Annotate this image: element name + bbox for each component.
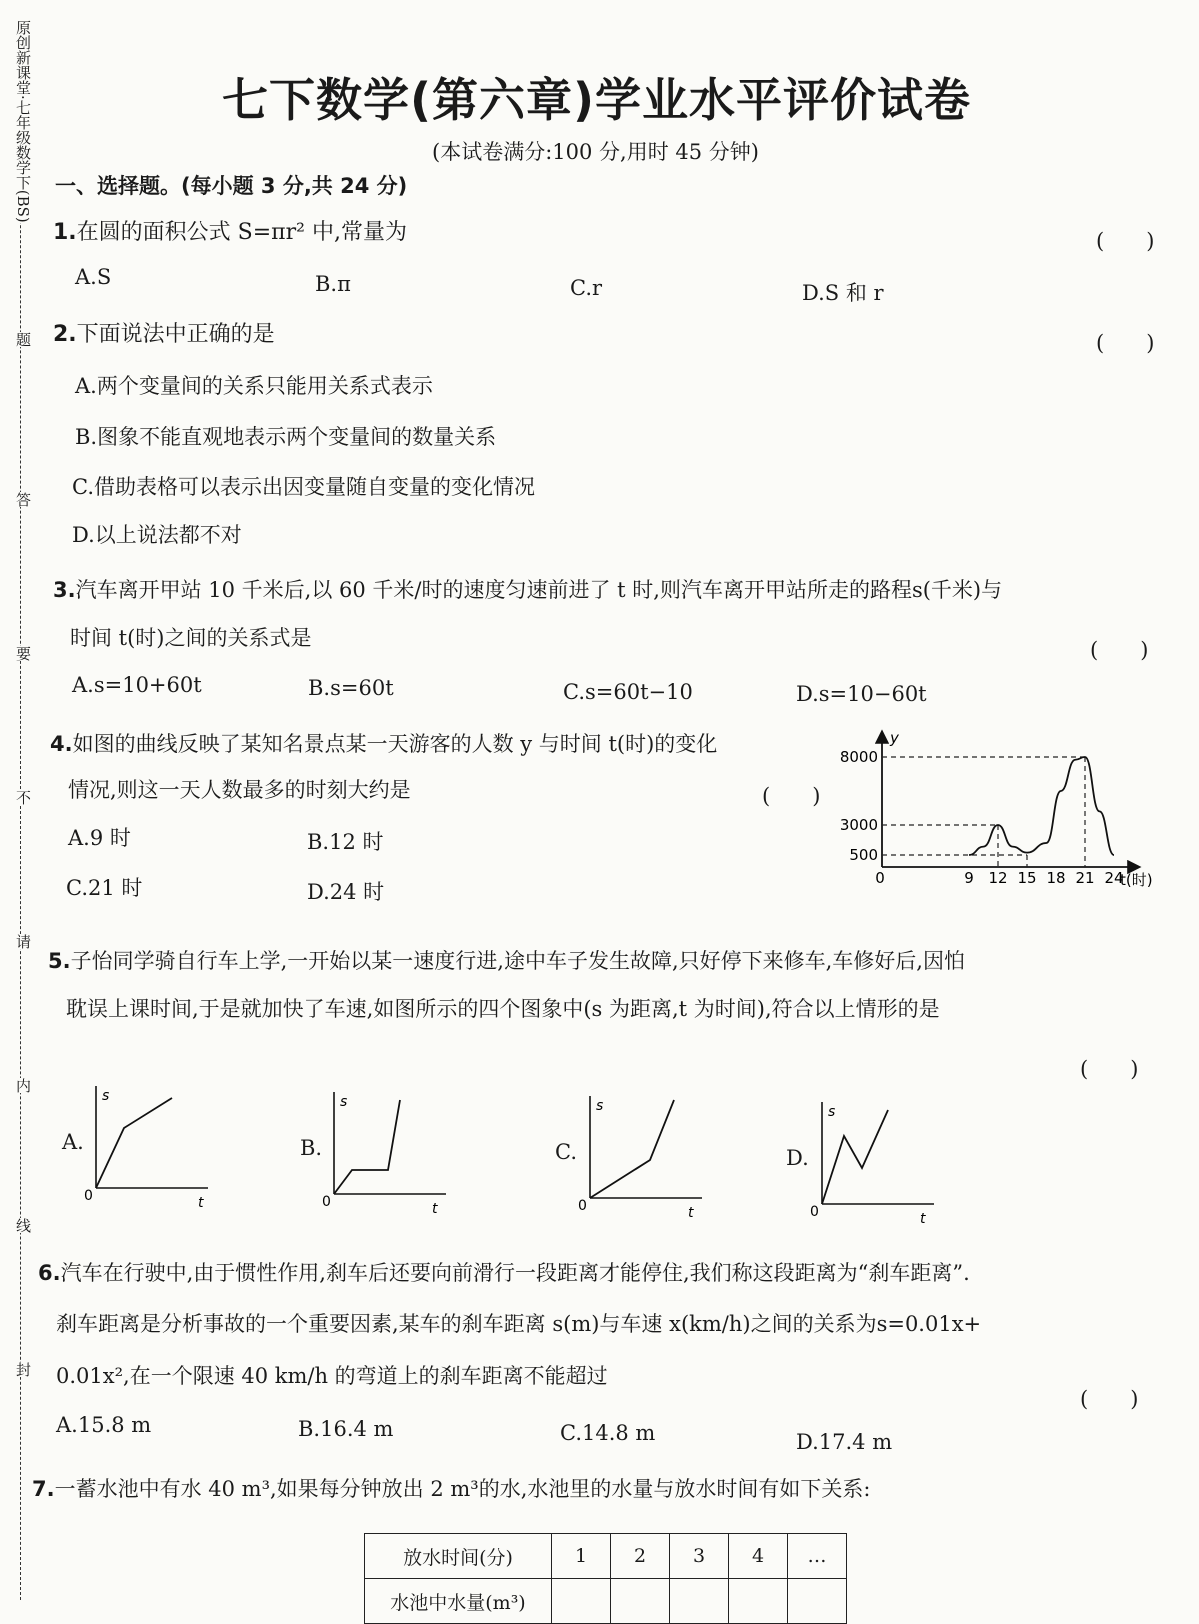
question-number: 2.	[53, 322, 77, 347]
option-c[interactable]: C.14.8 m	[560, 1421, 656, 1445]
t-axis-label: t	[432, 1201, 438, 1217]
graph-line	[96, 1098, 172, 1188]
table-row-label: 水池中水量(m³)	[365, 1579, 552, 1624]
answer-blank[interactable]: ( )	[1080, 1057, 1139, 1081]
graph-label-c[interactable]: C.	[555, 1140, 577, 1164]
table-row	[365, 1579, 847, 1624]
table-row	[365, 1534, 847, 1579]
option-b[interactable]: B.π	[315, 272, 351, 296]
cut-marker: 内	[11, 1078, 31, 1093]
question-5-line2: 耽误上课时间,于是就加快了车速,如图所示的四个图象中(s 为距离,t 为时间),符合以上情形的是	[66, 997, 940, 1021]
graph-label-b[interactable]: B.	[300, 1136, 323, 1160]
x-tick-label: 21	[1075, 869, 1095, 887]
s-axis-label: s	[340, 1094, 348, 1110]
origin-label: 0	[578, 1198, 587, 1214]
x-tick-label: 18	[1046, 869, 1066, 887]
question-number: 4.	[50, 732, 73, 756]
visitor-chart	[838, 725, 1183, 915]
answer-blank[interactable]: ( )	[1080, 1387, 1139, 1411]
origin-label: 0	[84, 1188, 93, 1204]
answer-blank[interactable]: ( )	[1090, 638, 1149, 662]
x-tick-label: 9	[964, 869, 974, 887]
table-header-cell: 1	[552, 1534, 611, 1579]
x-tick-label: 0	[875, 869, 885, 887]
table-cell	[788, 1579, 847, 1624]
origin-label: 0	[810, 1204, 819, 1220]
option-a[interactable]: A.s=10+60t	[72, 673, 202, 697]
answer-blank[interactable]: ( )	[762, 784, 821, 808]
x-tick-label: 15	[1017, 869, 1037, 887]
question-number: 3.	[53, 578, 76, 602]
s-axis-label: s	[828, 1104, 836, 1120]
table-header-cell: 2	[611, 1534, 670, 1579]
binding-strip	[8, 20, 34, 1600]
option-b[interactable]: B.s=60t	[308, 676, 394, 700]
cut-marker: 题	[11, 332, 31, 347]
option-d[interactable]: D.s=10−60t	[796, 682, 927, 706]
question-number: 7.	[32, 1477, 55, 1501]
option-d[interactable]: D.24 时	[307, 880, 385, 904]
series-label: 原创新课堂·七年级数学下(BS)	[11, 20, 31, 223]
question-6	[38, 1257, 970, 1287]
x-tick-label: 24	[1104, 869, 1124, 887]
graph-line	[822, 1110, 888, 1204]
option-a[interactable]: A.15.8 m	[56, 1413, 152, 1437]
question-number: 5.	[48, 949, 71, 973]
answer-blank[interactable]: ( )	[1096, 229, 1155, 253]
s-axis-label: s	[596, 1098, 604, 1114]
question-5	[48, 945, 965, 975]
graph-a[interactable]	[80, 1080, 220, 1220]
graph-label-a[interactable]: A.	[62, 1130, 84, 1154]
graph-b[interactable]	[318, 1086, 458, 1226]
x-tick-label: 12	[988, 869, 1008, 887]
table-cell	[552, 1579, 611, 1624]
graph-label-d[interactable]: D.	[786, 1146, 809, 1170]
water-table	[364, 1533, 847, 1624]
question-text: 如图的曲线反映了某知名景点某一天游客的人数 y 与时间 t(时)的变化	[72, 732, 718, 756]
question-2	[53, 317, 275, 348]
option-a[interactable]: A.两个变量间的关系只能用关系式表示	[75, 374, 433, 398]
x-axis-label: t(时)	[1120, 871, 1153, 889]
cut-marker: 线	[11, 1218, 31, 1233]
table-header-cell: 4	[729, 1534, 788, 1579]
question-text: 汽车离开甲站 10 千米后,以 60 千米/时的速度匀速前进了 t 时,则汽车离开甲站所走的路程s(千米)与	[75, 578, 1003, 602]
cut-marker: 封	[11, 1362, 31, 1377]
page-title: 七下数学(第六章)学业水平评价试卷	[222, 73, 972, 127]
cut-marker: 请	[11, 934, 31, 949]
question-3-line2: 时间 t(时)之间的关系式是	[70, 626, 312, 650]
y-tick-label: 3000	[839, 816, 878, 834]
origin-label: 0	[322, 1194, 331, 1210]
option-d[interactable]: D.以上说法都不对	[72, 523, 242, 547]
option-a[interactable]: A.S	[75, 265, 112, 289]
option-c[interactable]: C.21 时	[66, 876, 143, 900]
section-heading: 一、选择题。(每小题 3 分,共 24 分)	[55, 174, 408, 198]
table-header-cell: 放水时间(分)	[365, 1534, 552, 1579]
t-axis-label: t	[198, 1195, 204, 1211]
question-text: 子怡同学骑自行车上学,一开始以某一速度行进,途中车子发生故障,只好停下来修车,车修好后,因怕	[70, 949, 965, 973]
question-6-line2: 刹车距离是分析事故的一个重要因素,某车的刹车距离 s(m)与车速 x(km/h)之间的关系为s=0.01x+	[56, 1312, 982, 1336]
option-b[interactable]: B.12 时	[307, 830, 384, 854]
y-axis-label: y	[890, 729, 899, 747]
cut-marker: 不	[11, 790, 31, 805]
page-subtitle: (本试卷满分:100 分,用时 45 分钟)	[432, 140, 759, 164]
option-d[interactable]: D.S 和 r	[802, 281, 884, 305]
question-1	[53, 215, 407, 246]
option-c[interactable]: C.s=60t−10	[563, 680, 693, 704]
question-4	[50, 728, 717, 758]
question-text: 汽车在行驶中,由于惯性作用,刹车后还要向前滑行一段距离才能停住,我们称这段距离为“刹车距离”.	[60, 1261, 970, 1285]
table-header-cell: 3	[670, 1534, 729, 1579]
graph-d[interactable]	[806, 1096, 946, 1236]
option-b[interactable]: B.16.4 m	[298, 1417, 394, 1441]
table-cell	[729, 1579, 788, 1624]
s-axis-label: s	[102, 1088, 110, 1104]
option-c[interactable]: C.借助表格可以表示出因变量随自变量的变化情况	[72, 475, 535, 499]
answer-blank[interactable]: ( )	[1096, 331, 1155, 355]
question-number: 6.	[38, 1261, 61, 1285]
option-c[interactable]: C.r	[570, 276, 603, 300]
table-cell	[670, 1579, 729, 1624]
option-b[interactable]: B.图象不能直观地表示两个变量间的数量关系	[75, 425, 497, 449]
graph-line	[590, 1100, 674, 1198]
cut-marker: 要	[11, 646, 31, 661]
question-4-line2: 情况,则这一天人数最多的时刻大约是	[68, 778, 411, 802]
graph-line	[334, 1100, 400, 1194]
option-d[interactable]: D.17.4 m	[796, 1430, 893, 1454]
series-line	[969, 757, 1114, 855]
question-number: 1.	[53, 220, 77, 245]
question-text: 在圆的面积公式 S=πr² 中,常量为	[76, 220, 407, 245]
y-tick-label: 8000	[839, 748, 878, 766]
question-6-line3: 0.01x²,在一个限速 40 km/h 的弯道上的刹车距离不能超过	[56, 1364, 608, 1388]
option-a[interactable]: A.9 时	[68, 826, 131, 850]
question-text: 下面说法中正确的是	[76, 322, 275, 347]
question-text: 一蓄水池中有水 40 m³,如果每分钟放出 2 m³的水,水池里的水量与放水时间有如下关系:	[54, 1477, 871, 1501]
table-header-cell: …	[788, 1534, 847, 1579]
t-axis-label: t	[920, 1211, 926, 1227]
t-axis-label: t	[688, 1205, 694, 1221]
graph-c[interactable]	[574, 1090, 714, 1230]
question-3	[53, 574, 1002, 604]
table-cell	[611, 1579, 670, 1624]
question-7	[32, 1473, 870, 1503]
y-tick-label: 500	[849, 846, 878, 864]
cut-marker: 答	[11, 492, 31, 507]
